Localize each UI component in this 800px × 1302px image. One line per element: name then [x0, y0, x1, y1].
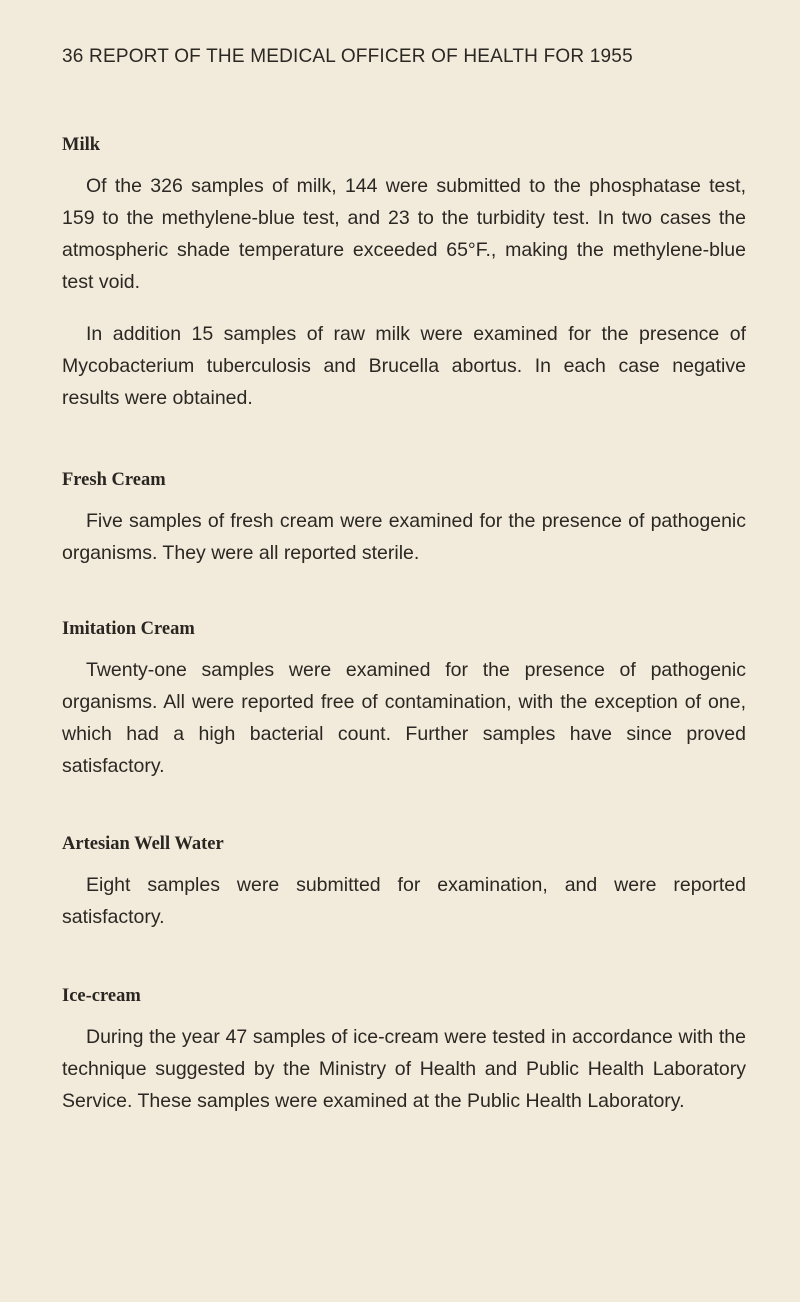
- section-heading: Imitation Cream: [62, 619, 195, 639]
- section-ice-cream: [62, 986, 746, 1117]
- section-heading: Milk: [62, 135, 101, 155]
- section-paragraph: Eight samples were submitted for examination, and were reported satisfactory.: [62, 874, 746, 928]
- section-artesian-well-water: [62, 834, 746, 933]
- section-paragraph: In addition 15 samples of raw milk were examined for the presence of Mycobacterium tuberculosis and Brucella abortus. In each case negative results were obtained.: [62, 323, 746, 409]
- section-paragraph: During the year 47 samples of ice-cream were tested in accordance with the technique suggested by the Ministry of Health and Public Health Laboratory Service. These samples were examined at the Public Health Laboratory.: [62, 1026, 746, 1112]
- section-paragraph: Five samples of fresh cream were examined for the presence of pathogenic organisms. They were all reported sterile.: [62, 510, 746, 564]
- section-heading: Fresh Cream: [62, 470, 166, 490]
- report-title: REPORT OF THE MEDICAL OFFICER OF HEALTH FOR 1955: [89, 46, 633, 67]
- section-paragraph: Twenty-one samples were examined for the presence of pathogenic organisms. All were reported free of contamination, with the exception of one, which had a high bacterial count. Further samples have since proved satisfactory.: [62, 659, 746, 777]
- section-heading: Artesian Well Water: [62, 834, 224, 854]
- section-paragraph: Of the 326 samples of milk, 144 were submitted to the phosphatase test, 159 to the methylene-blue test, and 23 to the turbidity test. In two cases the atmospheric shade temperature exceeded 65°F., making the methylene-blue test void.: [62, 175, 746, 293]
- section-imitation-cream: [62, 619, 746, 782]
- section-heading: Ice-cream: [62, 986, 141, 1006]
- section-fresh-cream: [62, 470, 746, 569]
- running-head: [62, 46, 633, 68]
- section-milk: [62, 135, 746, 414]
- page-number: 36: [62, 46, 84, 67]
